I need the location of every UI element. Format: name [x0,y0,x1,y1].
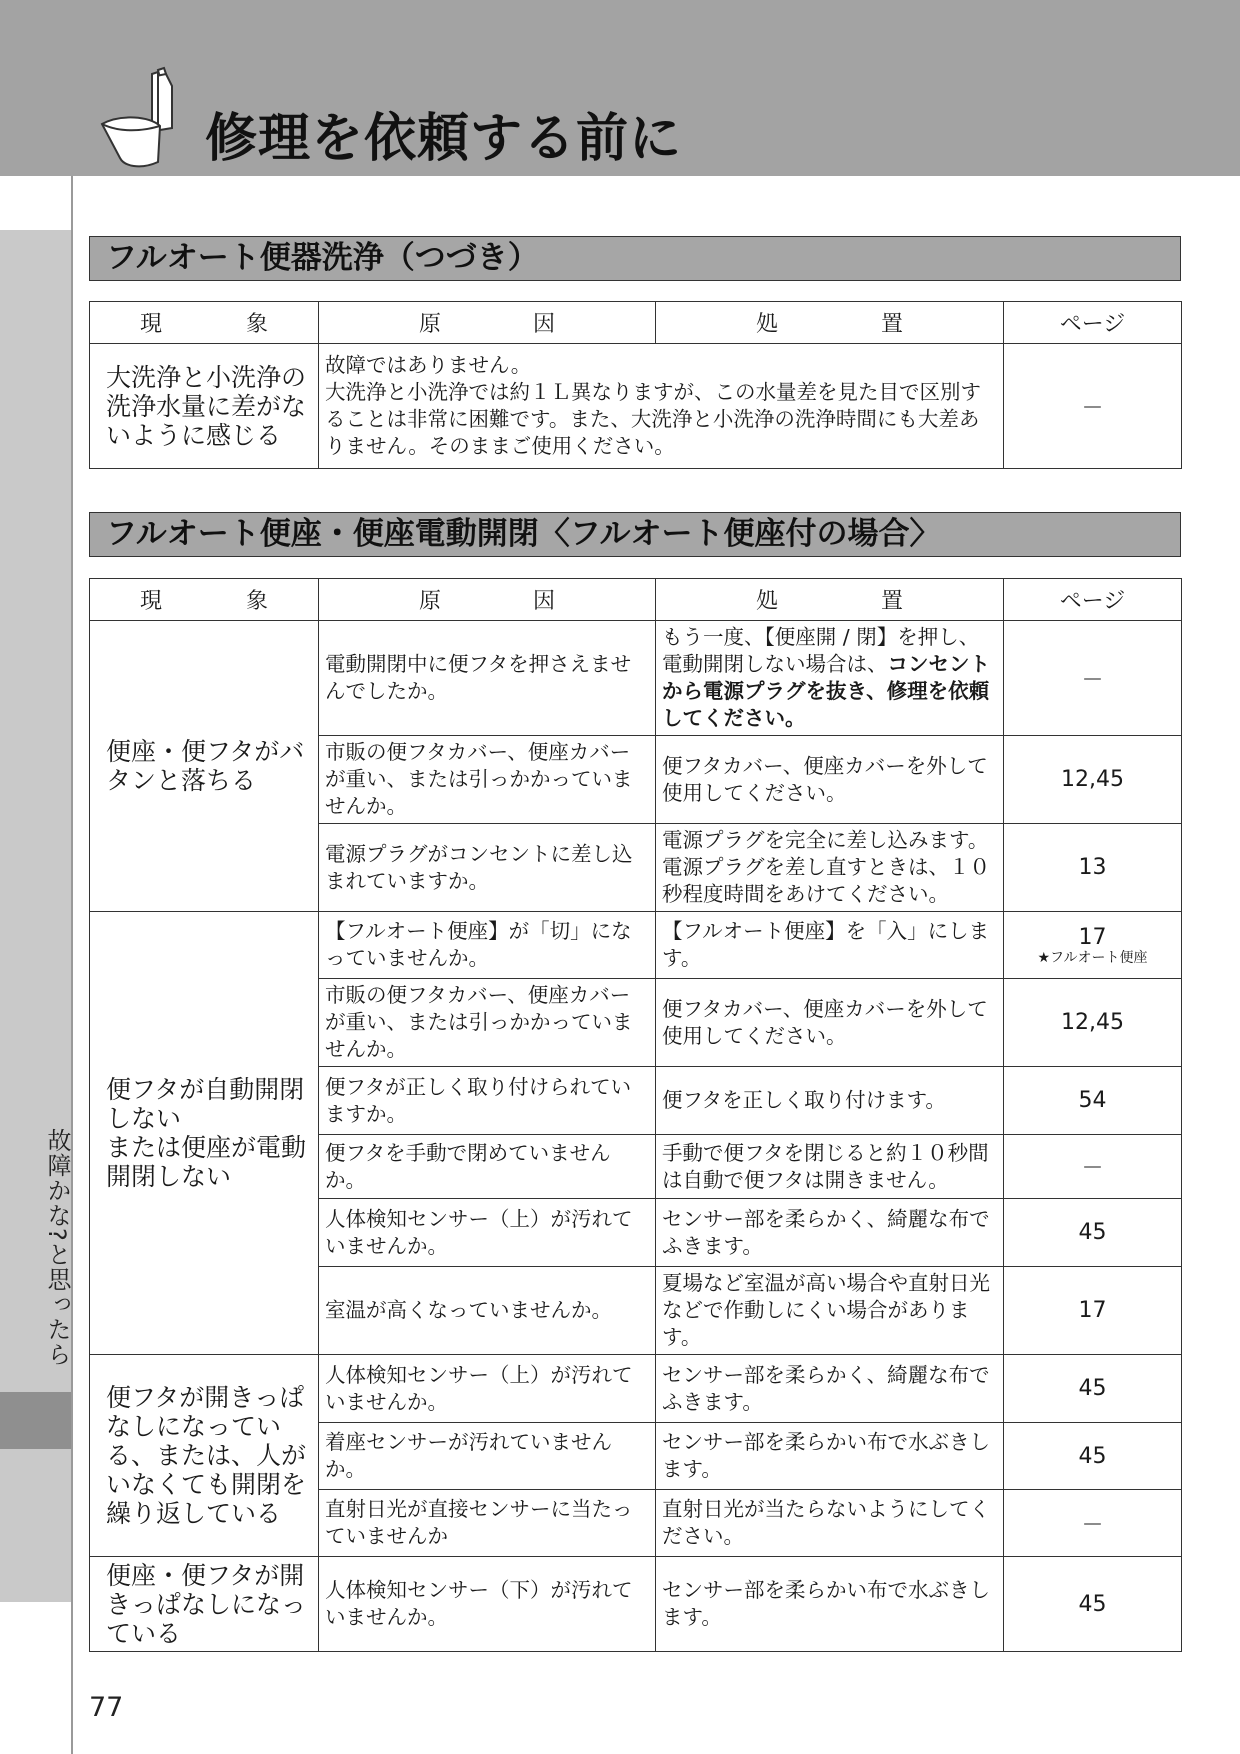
page-cell: 45 [1004,1423,1182,1490]
page-cell: 13 [1004,824,1182,912]
cause-cell: 室温が高くなっていませんか。 [319,1267,656,1355]
col-header-page: ページ [1004,579,1182,621]
remedy-cell: センサー部を柔らかく、綺麗な布でふきます。 [656,1199,1004,1267]
symptom-cell: 便フタが開きっぱなしになっている、または、人がいなくても開閉を繰り返している [90,1355,319,1557]
remedy-cell: 【フルオート便座】を「入」にします。 [656,912,1004,979]
table-row [90,344,1182,469]
cause-cell: 便フタを手動で閉めていませんか。 [319,1135,656,1199]
side-index-marker [0,1392,71,1449]
page-cell: － [1004,621,1182,736]
col-header-cause: 原 因 [319,302,656,344]
remedy-cell: 電源プラグを完全に差し込みます。電源プラグを差し直すときは、１０秒程度時間をあけてください。 [656,824,1004,912]
cause-cell: 市販の便フタカバー、便座カバーが重い、または引っかかっていませんか。 [319,736,656,824]
col-header-symptom: 現 象 [90,302,319,344]
side-index-label: 故障かな?と思ったら [43,1128,71,1367]
remedy-cell: 便フタカバー、便座カバーを外して使用してください。 [656,736,1004,824]
page-title: 修理を依頼する前に [205,109,683,169]
page-number: 77 [89,1692,124,1723]
remedy-cell: センサー部を柔らかく、綺麗な布でふきます。 [656,1355,1004,1423]
page-cell: － [1004,1490,1182,1557]
symptom-cell: 大洗浄と小洗浄の洗浄水量に差がないように感じる [90,344,319,469]
table-header-row [90,579,1182,621]
page-cell: 54 [1004,1067,1182,1135]
col-header-cause: 原 因 [319,579,656,621]
cause-cell: 便フタが正しく取り付けられていますか。 [319,1067,656,1135]
troubleshooting-table-flush [89,301,1182,469]
remedy-cell: 便フタカバー、便座カバーを外して使用してください。 [656,979,1004,1067]
section-heading-seat: フルオート便座・便座電動開閉〈フルオート便座付の場合〉 [89,512,1181,557]
page-cell: 17 [1004,1267,1182,1355]
page-note: ★フルオート便座 [1037,949,1148,966]
page-cell: 45 [1004,1355,1182,1423]
page-cell: － [1004,1135,1182,1199]
page-header [0,0,1240,176]
toilet-icon [100,66,180,172]
remedy-cell: センサー部を柔らかい布で水ぶきします。 [656,1423,1004,1490]
cause-cell: 電源プラグがコンセントに差し込まれていますか。 [319,824,656,912]
remedy-cell: もう一度、【便座開 / 閉】を押し、電動開閉しない場合は、コンセントから電源プラグを抜き、修理を依頼してください。 [656,621,1004,736]
col-header-symptom: 現 象 [90,579,319,621]
cause-cell: 人体検知センサー（下）が汚れていませんか。 [319,1557,656,1652]
section-heading-flush: フルオート便器洗浄（つづき） [89,236,1181,281]
page-cell: － [1004,344,1182,469]
page-cell: 12,45 [1004,736,1182,824]
table-row [90,621,1182,736]
page-cell: 45 [1004,1199,1182,1267]
table-row [90,1355,1182,1423]
remedy-cell: 便フタを正しく取り付けます。 [656,1067,1004,1135]
symptom-cell: 便座・便フタが開きっぱなしになっている [90,1557,319,1652]
page-cell: 45 [1004,1557,1182,1652]
table-row [90,1557,1182,1652]
remedy-cell: 直射日光が当たらないようにしてください。 [656,1490,1004,1557]
cause-cell: 市販の便フタカバー、便座カバーが重い、または引っかかっていませんか。 [319,979,656,1067]
troubleshooting-table-seat [89,578,1182,1652]
cause-cell: 【フルオート便座】が「切」になっていませんか。 [319,912,656,979]
page-cell: 12,45 [1004,979,1182,1067]
remedy-cell: センサー部を柔らかい布で水ぶきします。 [656,1557,1004,1652]
cause-remedy-cell: 故障ではありません。 大洗浄と小洗浄では約１Ｌ異なりますが、この水量差を見た目で区別することは非常に困難です。また、大洗浄と小洗浄の洗浄時間にも大差ありません。そのままご使用ください。 [319,344,1004,469]
side-rule [71,176,73,1754]
cause-cell: 人体検知センサー（上）が汚れていませんか。 [319,1199,656,1267]
cause-cell: 直射日光が直接センサーに当たっていませんか [319,1490,656,1557]
symptom-cell: 便座・便フタがバタンと落ちる [90,621,319,912]
cause-cell: 着座センサーが汚れていませんか。 [319,1423,656,1490]
table-header-row [90,302,1182,344]
symptom-cell: 便フタが自動開閉しない または便座が電動開閉しない [90,912,319,1355]
cause-cell: 人体検知センサー（上）が汚れていませんか。 [319,1355,656,1423]
page-cell: 17 ★フルオート便座 [1004,912,1182,979]
col-header-remedy: 処 置 [656,579,1004,621]
col-header-remedy: 処 置 [656,302,1004,344]
remedy-cell: 手動で便フタを閉じると約１０秒間は自動で便フタは開きません。 [656,1135,1004,1199]
col-header-page: ページ [1004,302,1182,344]
table-row [90,912,1182,979]
cause-cell: 電動開閉中に便フタを押さえませんでしたか。 [319,621,656,736]
remedy-cell: 夏場など室温が高い場合や直射日光などで作動しにくい場合があります。 [656,1267,1004,1355]
